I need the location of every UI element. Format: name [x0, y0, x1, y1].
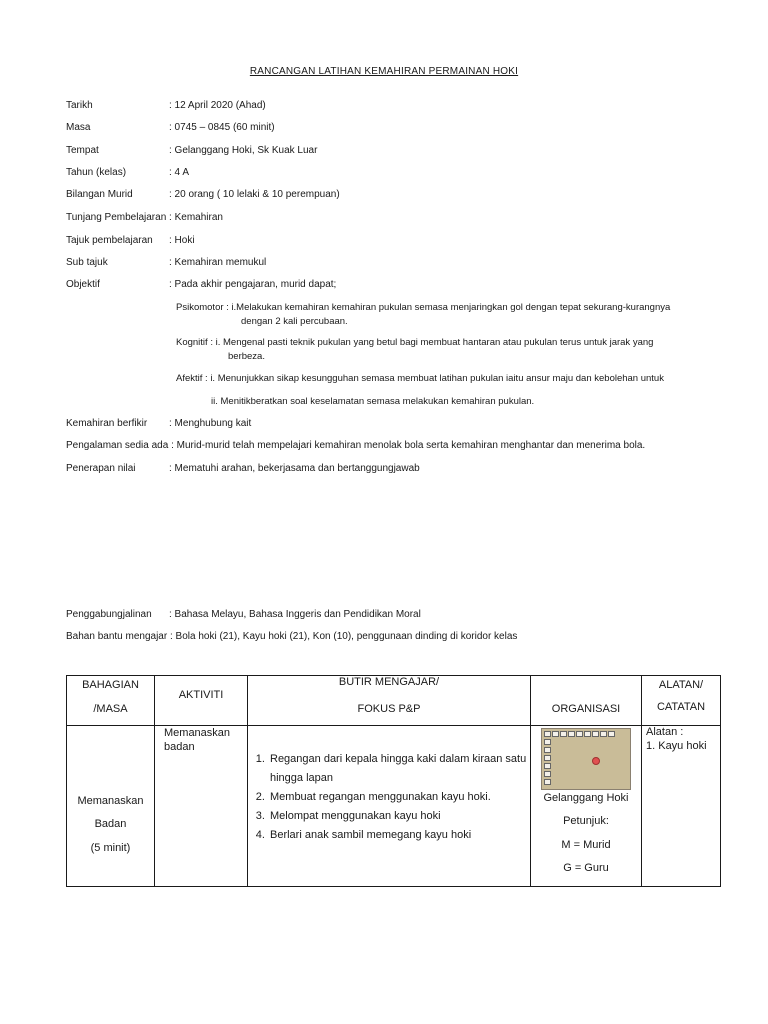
- tahun-value: : 4 A: [169, 167, 190, 178]
- header-alatan-line-1: ALATAN/: [658, 679, 704, 691]
- steps-list: [248, 750, 530, 845]
- player-marker-icon: [584, 731, 591, 737]
- kemahiran-value: : Menghubung kait: [169, 418, 252, 429]
- cell-aktiviti: [155, 726, 248, 887]
- row-pengalaman: [66, 440, 645, 451]
- player-marker-icon: [568, 731, 575, 737]
- player-marker-icon: [560, 731, 567, 737]
- header-butir: [248, 676, 531, 726]
- alatan-label: Alatan :: [646, 726, 684, 738]
- field-diagram: [541, 728, 631, 790]
- header-organisasi-label: ORGANISASI: [551, 703, 621, 715]
- lesson-plan-table: [66, 675, 721, 887]
- org-petunjuk: Petunjuk:: [563, 815, 609, 827]
- tunjang-text: Tunjang Pembelajaran : Kemahiran: [66, 212, 223, 223]
- bilangan-value: : 20 orang ( 10 lelaki & 10 perempuan): [169, 189, 340, 200]
- alatan-item: 1. Kayu hoki: [646, 740, 707, 752]
- tajuk-value: : Hoki: [169, 235, 195, 246]
- butir-steps: [248, 750, 530, 845]
- document-title: RANCANGAN LATIHAN KEMAHIRAN PERMAINAN HOKI: [249, 66, 519, 77]
- masa-value: : 0745 – 0845 (60 minit): [169, 122, 275, 133]
- player-marker-icon: [576, 731, 583, 737]
- subtajuk-label: Sub tajuk: [66, 257, 108, 268]
- afektif-line-1: Afektif : i. Menunjukkan sikap kesungguhan semasa membuat latihan pukulan iaitu ansur maju dan kebolehan untuk: [176, 373, 664, 384]
- kognitif-line-2: berbeza.: [228, 351, 265, 362]
- player-marker-icon: [544, 731, 551, 737]
- header-organisasi: [531, 676, 642, 726]
- header-bahagian-line-2: /MASA: [93, 703, 128, 715]
- step-item: 4. Berlari anak sambil memegang kayu hoki: [268, 826, 530, 845]
- cell-alatan: [642, 726, 721, 887]
- subtajuk-value: : Kemahiran memukul: [169, 257, 267, 268]
- cell-bahagian: [67, 726, 155, 887]
- tempat-label: Tempat: [66, 145, 99, 156]
- bahagian-line-2: Badan: [94, 818, 127, 830]
- psikomotor-line-1: Psikomotor : i.Melakukan kemahiran kemahiran pukulan semasa menjaringkan gol dengan tepat sekurang-kurangnya: [176, 302, 671, 313]
- kemahiran-label: Kemahiran berfikir: [66, 418, 148, 429]
- penerapan-label: Penerapan nilai: [66, 463, 136, 474]
- player-marker-icon: [544, 779, 551, 785]
- tempat-value: : Gelanggang Hoki, Sk Kuak Luar: [169, 145, 318, 156]
- player-marker-icon: [608, 731, 615, 737]
- kognitif-line-1: Kognitif : i. Mengenal pasti teknik pukulan yang betul bagi membuat hantaran atau pukulan terus untuk jarak yang: [176, 337, 654, 348]
- header-bahagian-line-1: BAHAGIAN: [82, 679, 139, 691]
- tarikh-value: : 12 April 2020 (Ahad): [169, 100, 266, 111]
- teacher-marker-icon: [592, 757, 600, 765]
- header-alatan: [642, 676, 721, 726]
- player-marker-icon: [600, 731, 607, 737]
- header-butir-line-1: BUTIR MENGAJAR/: [338, 676, 440, 688]
- player-marker-icon: [552, 731, 559, 737]
- org-caption: Gelanggang Hoki: [543, 792, 629, 804]
- penggabungjalinan-value: : Bahasa Melayu, Bahasa Inggeris dan Pendidikan Moral: [169, 609, 421, 620]
- bahagian-line-1: Memanaskan: [77, 795, 144, 807]
- bahagian-line-3: (5 minit): [90, 842, 131, 854]
- player-marker-icon: [544, 771, 551, 777]
- header-alatan-line-2: CATATAN: [656, 701, 706, 713]
- row-tunjang: [66, 212, 223, 223]
- header-butir-line-2: FOKUS P&P: [357, 703, 421, 715]
- header-bahagian: [67, 676, 155, 726]
- step-item: 3. Melompat menggunakan kayu hoki: [268, 807, 530, 826]
- org-legend-guru: G = Guru: [563, 862, 609, 874]
- player-marker-icon: [544, 755, 551, 761]
- header-aktiviti-label: AKTIVITI: [178, 689, 224, 701]
- table-header-row: [67, 676, 721, 726]
- masa-label: Masa: [66, 122, 91, 133]
- cell-organisasi: [531, 726, 642, 887]
- tajuk-label: Tajuk pembelajaran: [66, 235, 153, 246]
- player-marker-icon: [544, 739, 551, 745]
- org-legend-murid: M = Murid: [561, 839, 611, 851]
- bahan-text: Bahan bantu mengajar : Bola hoki (21), Kayu hoki (21), Kon (10), penggunaan dinding di koridor kelas: [66, 631, 518, 642]
- afektif-line-2: ii. Menitikberatkan soal keselamatan semasa melakukan kemahiran pukulan.: [211, 396, 535, 407]
- aktiviti-text: Memanaskan badan: [164, 727, 231, 753]
- cell-butir: [248, 726, 531, 887]
- tahun-label: Tahun (kelas): [66, 167, 127, 178]
- header-aktiviti: [155, 676, 248, 726]
- row-bahan: [66, 631, 517, 642]
- player-marker-icon: [592, 731, 599, 737]
- tarikh-label: Tarikh: [66, 100, 93, 111]
- pengalaman-text: Pengalaman sedia ada : Murid-murid telah mempelajari kemahiran menolak bola serta kemahiran menghantar dan menerima bola.: [66, 440, 646, 451]
- objektif-label: Objektif: [66, 279, 100, 290]
- penggabungjalinan-label: Penggabungjalinan: [66, 609, 152, 620]
- objektif-value: : Pada akhir pengajaran, murid dapat;: [169, 279, 337, 290]
- step-item: 1. Regangan dari kepala hingga kaki dalam kiraan satu hingga lapan: [268, 750, 530, 788]
- player-marker-icon: [544, 763, 551, 769]
- psikomotor-line-2: dengan 2 kali percubaan.: [241, 316, 348, 327]
- table-row: [67, 726, 721, 887]
- player-marker-icon: [544, 747, 551, 753]
- step-item: 2. Membuat regangan menggunakan kayu hoki.: [268, 788, 530, 807]
- bilangan-label: Bilangan Murid: [66, 189, 133, 200]
- penerapan-value: : Mematuhi arahan, bekerjasama dan bertanggungjawab: [169, 463, 420, 474]
